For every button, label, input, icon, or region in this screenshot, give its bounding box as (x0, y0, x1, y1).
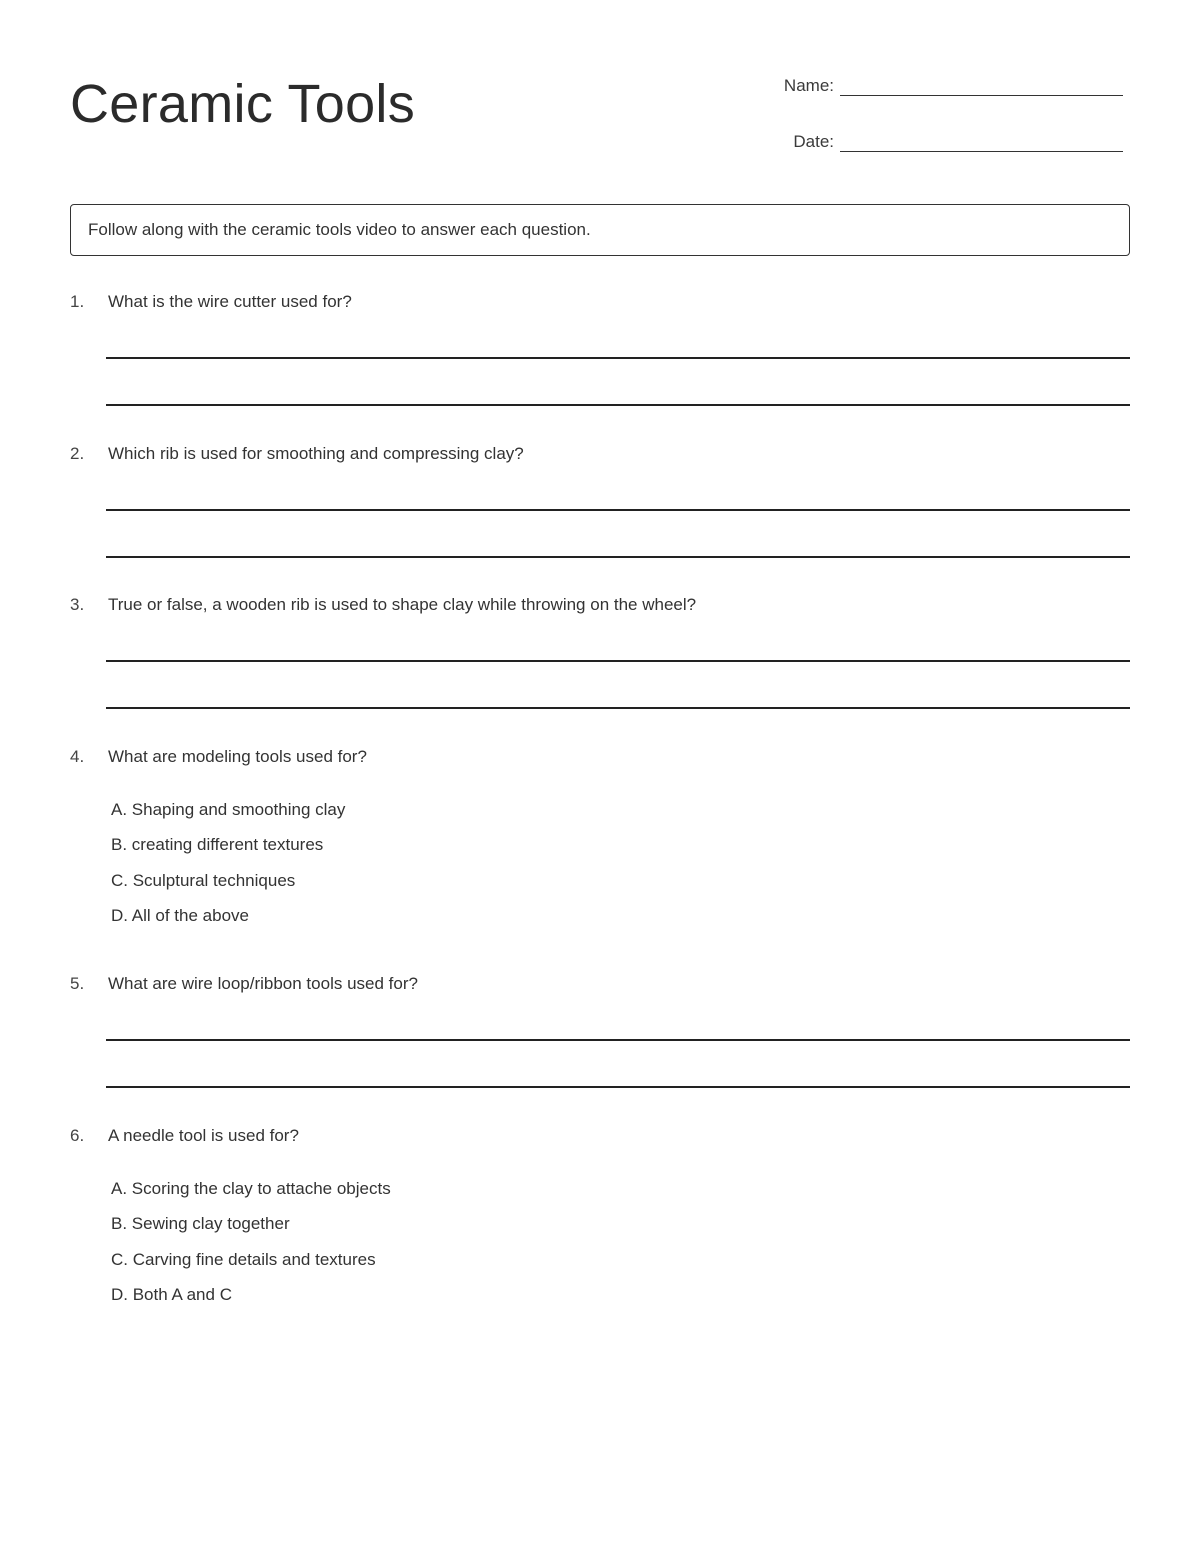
name-label: Name: (783, 76, 834, 95)
answer-option[interactable]: D. All of the above (111, 906, 249, 925)
answer-option[interactable]: A. Scoring the clay to attache objects (111, 1179, 391, 1198)
question-number: 4. (70, 747, 85, 766)
answer-option[interactable]: C. Carving fine details and textures (111, 1250, 376, 1269)
question-number: 2. (70, 444, 85, 463)
answer-line[interactable] (106, 357, 1130, 359)
question-text: What are modeling tools used for? (108, 747, 367, 766)
name-field[interactable] (750, 76, 1123, 96)
answer-option[interactable]: D. Both A and C (111, 1285, 232, 1304)
question-number: 5. (70, 974, 85, 993)
answer-option[interactable]: A. Shaping and smoothing clay (111, 800, 346, 819)
name-blank-line[interactable] (840, 78, 1123, 96)
question-text: Which rib is used for smoothing and compressing clay? (108, 444, 524, 463)
date-blank-line[interactable] (840, 134, 1123, 152)
answer-option[interactable]: C. Sculptural techniques (111, 871, 296, 890)
worksheet-title: Ceramic Tools (70, 74, 416, 134)
answer-line[interactable] (106, 556, 1130, 558)
answer-line[interactable] (106, 660, 1130, 662)
date-field[interactable] (750, 132, 1123, 152)
answer-line[interactable] (106, 707, 1130, 709)
answer-option[interactable]: B. creating different textures (111, 835, 324, 854)
answer-line[interactable] (106, 1039, 1130, 1041)
question-text: A needle tool is used for? (108, 1126, 299, 1145)
instructions-box: Follow along with the ceramic tools video to answer each question. (70, 204, 1130, 256)
answer-line[interactable] (106, 404, 1130, 406)
answer-option[interactable]: B. Sewing clay together (111, 1214, 290, 1233)
question-number: 1. (70, 292, 85, 311)
question-text: What is the wire cutter used for? (108, 292, 352, 311)
answer-line[interactable] (106, 509, 1130, 511)
question-number: 6. (70, 1126, 85, 1145)
answer-line[interactable] (106, 1086, 1130, 1088)
question-text: What are wire loop/ribbon tools used for? (108, 974, 418, 993)
date-label: Date: (793, 132, 834, 151)
question-text: True or false, a wooden rib is used to shape clay while throwing on the wheel? (108, 595, 697, 614)
question-number: 3. (70, 595, 85, 614)
